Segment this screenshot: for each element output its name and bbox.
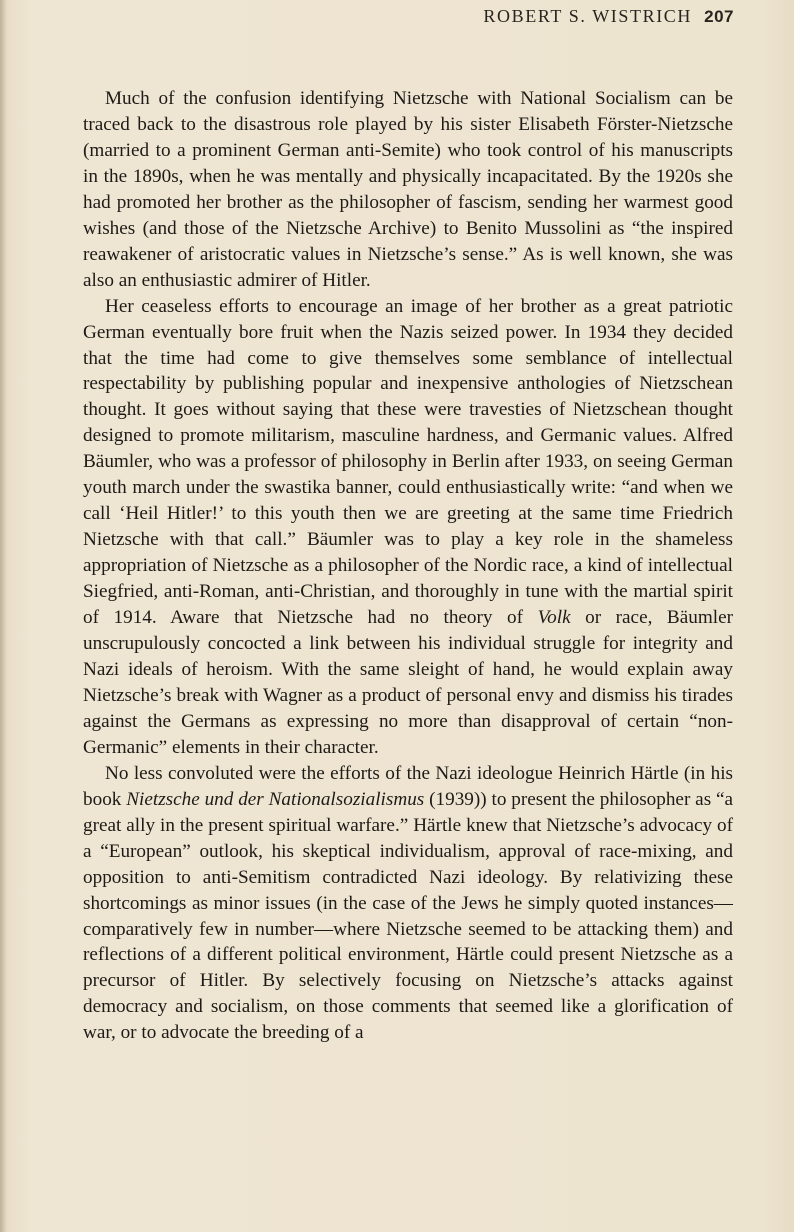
running-head-author: ROBERT S. WISTRICH xyxy=(483,6,693,26)
paragraph-2 xyxy=(83,294,733,761)
page-number: 207 xyxy=(704,7,734,26)
paragraph-text: or race, Bäumler unscrupulously concocted a link between his individual struggle for integrity and Nazi ideals of heroism. With the same sleight of hand, he would explain away Nietzsche’s break with Wagner as a product of personal envy and dismiss his tirades against the Germans as expressing no more than disapproval of certain “non-Germanic” elements in their character. xyxy=(83,607,733,758)
paragraph-text: (1939)) to present the philosopher as “a great ally in the present spiritual warfare.” Härtle knew that Nietzsche’s advocacy of a “European” outlook, his skeptical individualism, approval of race-mixing, and opposition to anti-Semitism contradicted Nazi ideology. By relativizing these shortcomings as minor issues (in the case of the Jews he simply quoted instances—comparatively few in number—where Nietzsche seemed to be attacking them) and reflections of a different political environment, Härtle could present Nietzsche as a precursor of Hitler. By selectively focusing on Nietzsche’s attacks against democracy and socialism, on those comments that seemed like a glorification of war, or to advocate the breeding of a xyxy=(83,788,734,1044)
paragraph-text: Her ceaseless efforts to encourage an image of her brother as a great patriotic German eventually bore fruit when the Nazis seized power. In 1934 they decided that the time had come to give themselves some semblance of intellectual respectability by publishing popular and inexpensive anthologies of Nietzschean thought. It goes without saying that these were travesties of Nietzschean thought designed to promote militarism, masculine hardness, and Germanic values. Alfred Bäumler, who was a professor of philosophy in Berlin after 1933, on seeing German youth march under the swastika banner, could enthusiastically write: “and when we call ‘Heil Hitler!’ to this youth then we are greeting at the same time Friedrich Nietzsche with that call.” Bäumler was to play a key role in the shameless appropriation of Nietzsche as a philosopher of the Nordic race, a kind of intellectual Siegfried, anti-Roman, anti-Christian, and thoroughly in tune with the martial spirit of 1914. Aware that Nietzsche had no theory of xyxy=(83,295,733,629)
paragraph-text: Much of the confusion identifying Nietzsche with National Socialism can be traced back to the disastrous role played by his sister Elisabeth Förster-Nietzsche (married to a prominent German anti-Semite) who took control of his manuscripts in the 1890s, when he was mentally and physically incapacitated. By the 1920s she had promoted her brother as the philosopher of fascism, sending her warmest good wishes (and those of the Nietzsche Archive) to Benito Mussolini as “the inspired reawakener of aristocratic values in Nietzsche’s sense.” As is well known, she was also an enthusiastic admirer of Hitler. xyxy=(83,88,733,291)
body-text xyxy=(83,86,733,1046)
gutter-shadow xyxy=(0,0,6,1232)
paragraph-text: No less convoluted were the efforts of the Nazi ideologue Heinrich Härtle (in his book xyxy=(83,762,733,810)
running-head xyxy=(483,6,734,27)
book-title: Nietzsche und der Nationalsozialismus xyxy=(126,788,425,810)
italic-term-volk: Volk xyxy=(537,607,571,629)
paragraph-1 xyxy=(83,86,733,294)
paragraph-3 xyxy=(83,761,733,1046)
